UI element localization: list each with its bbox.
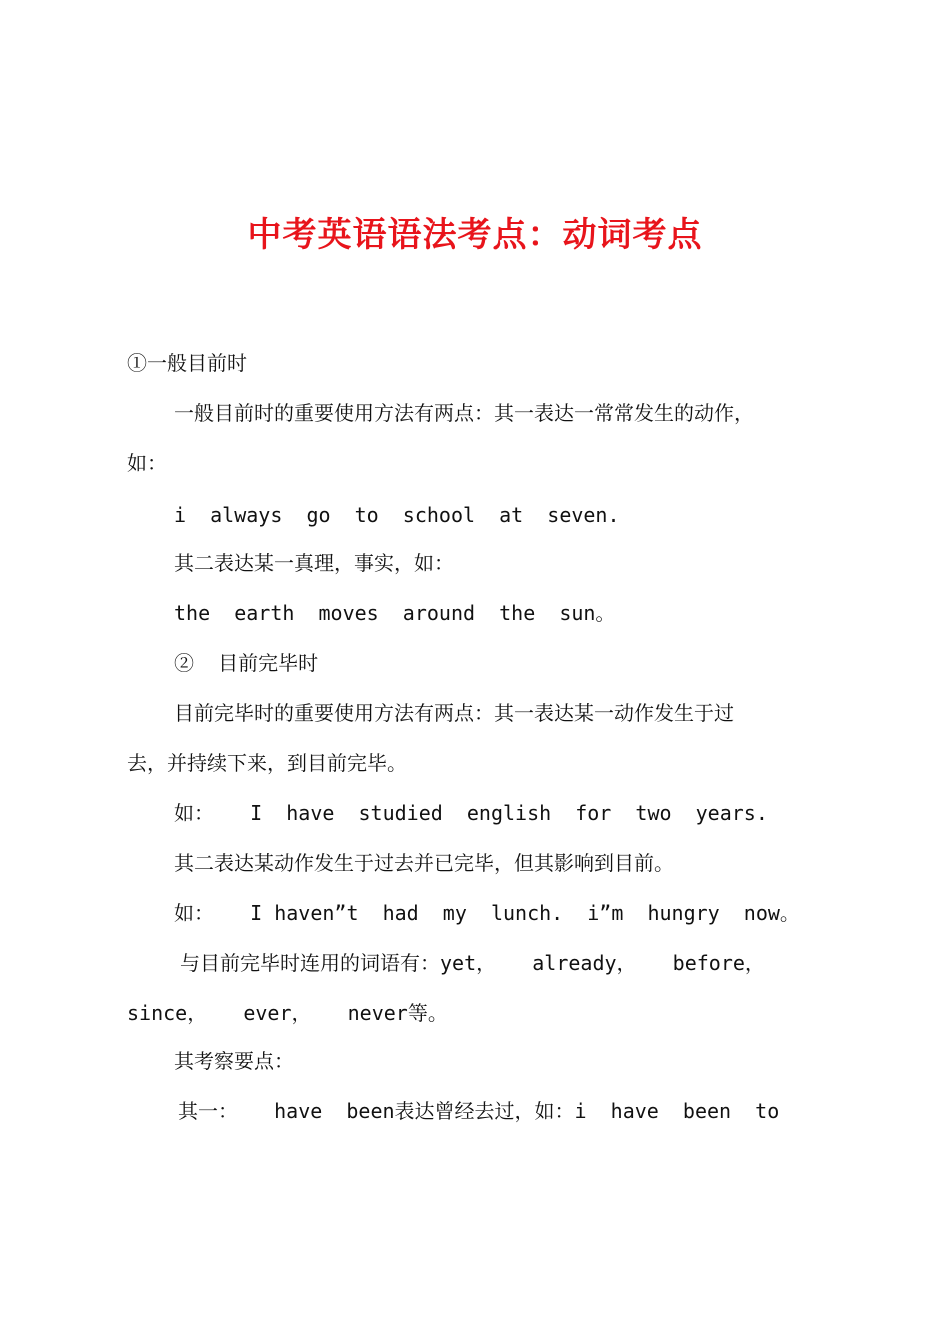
paragraph-line: since， ever， never等。 [127,1001,448,1025]
paragraph-line: 如： [127,451,167,475]
paragraph-line: 一般目前时的重要使用方法有两点：其一表达一常常发生的动作， [174,401,754,425]
page-title: 中考英语语法考点：动词考点 [247,215,703,255]
paragraph-line: 去，并持续下来，到目前完毕。 [127,751,407,775]
section-heading-simple-present: ①一般目前时 [127,351,247,375]
example-sentence: 如： I haven”t had my lunch. i”m hungry now。 [174,901,800,925]
paragraph-line: 其考察要点： [174,1049,294,1073]
example-sentence: the earth moves around the sun。 [174,601,616,625]
paragraph-line: 其一： have been表达曾经去过，如：i have been to [178,1099,780,1123]
example-sentence: 如： I have studied english for two years. [174,801,768,825]
paragraph-line: 目前完毕时的重要使用方法有两点：其一表达某一动作发生于过 [174,701,734,725]
example-sentence: i always go to school at seven. [174,503,620,527]
paragraph-line: 其二表达某动作发生于过去并已完毕，但其影响到目前。 [174,851,674,875]
section-heading-present-perfect: ② 目前完毕时 [174,651,319,675]
paragraph-line: 与目前完毕时连用的词语有：yet， already， before， [180,951,765,975]
paragraph-line: 其二表达某一真理，事实，如： [174,551,454,575]
